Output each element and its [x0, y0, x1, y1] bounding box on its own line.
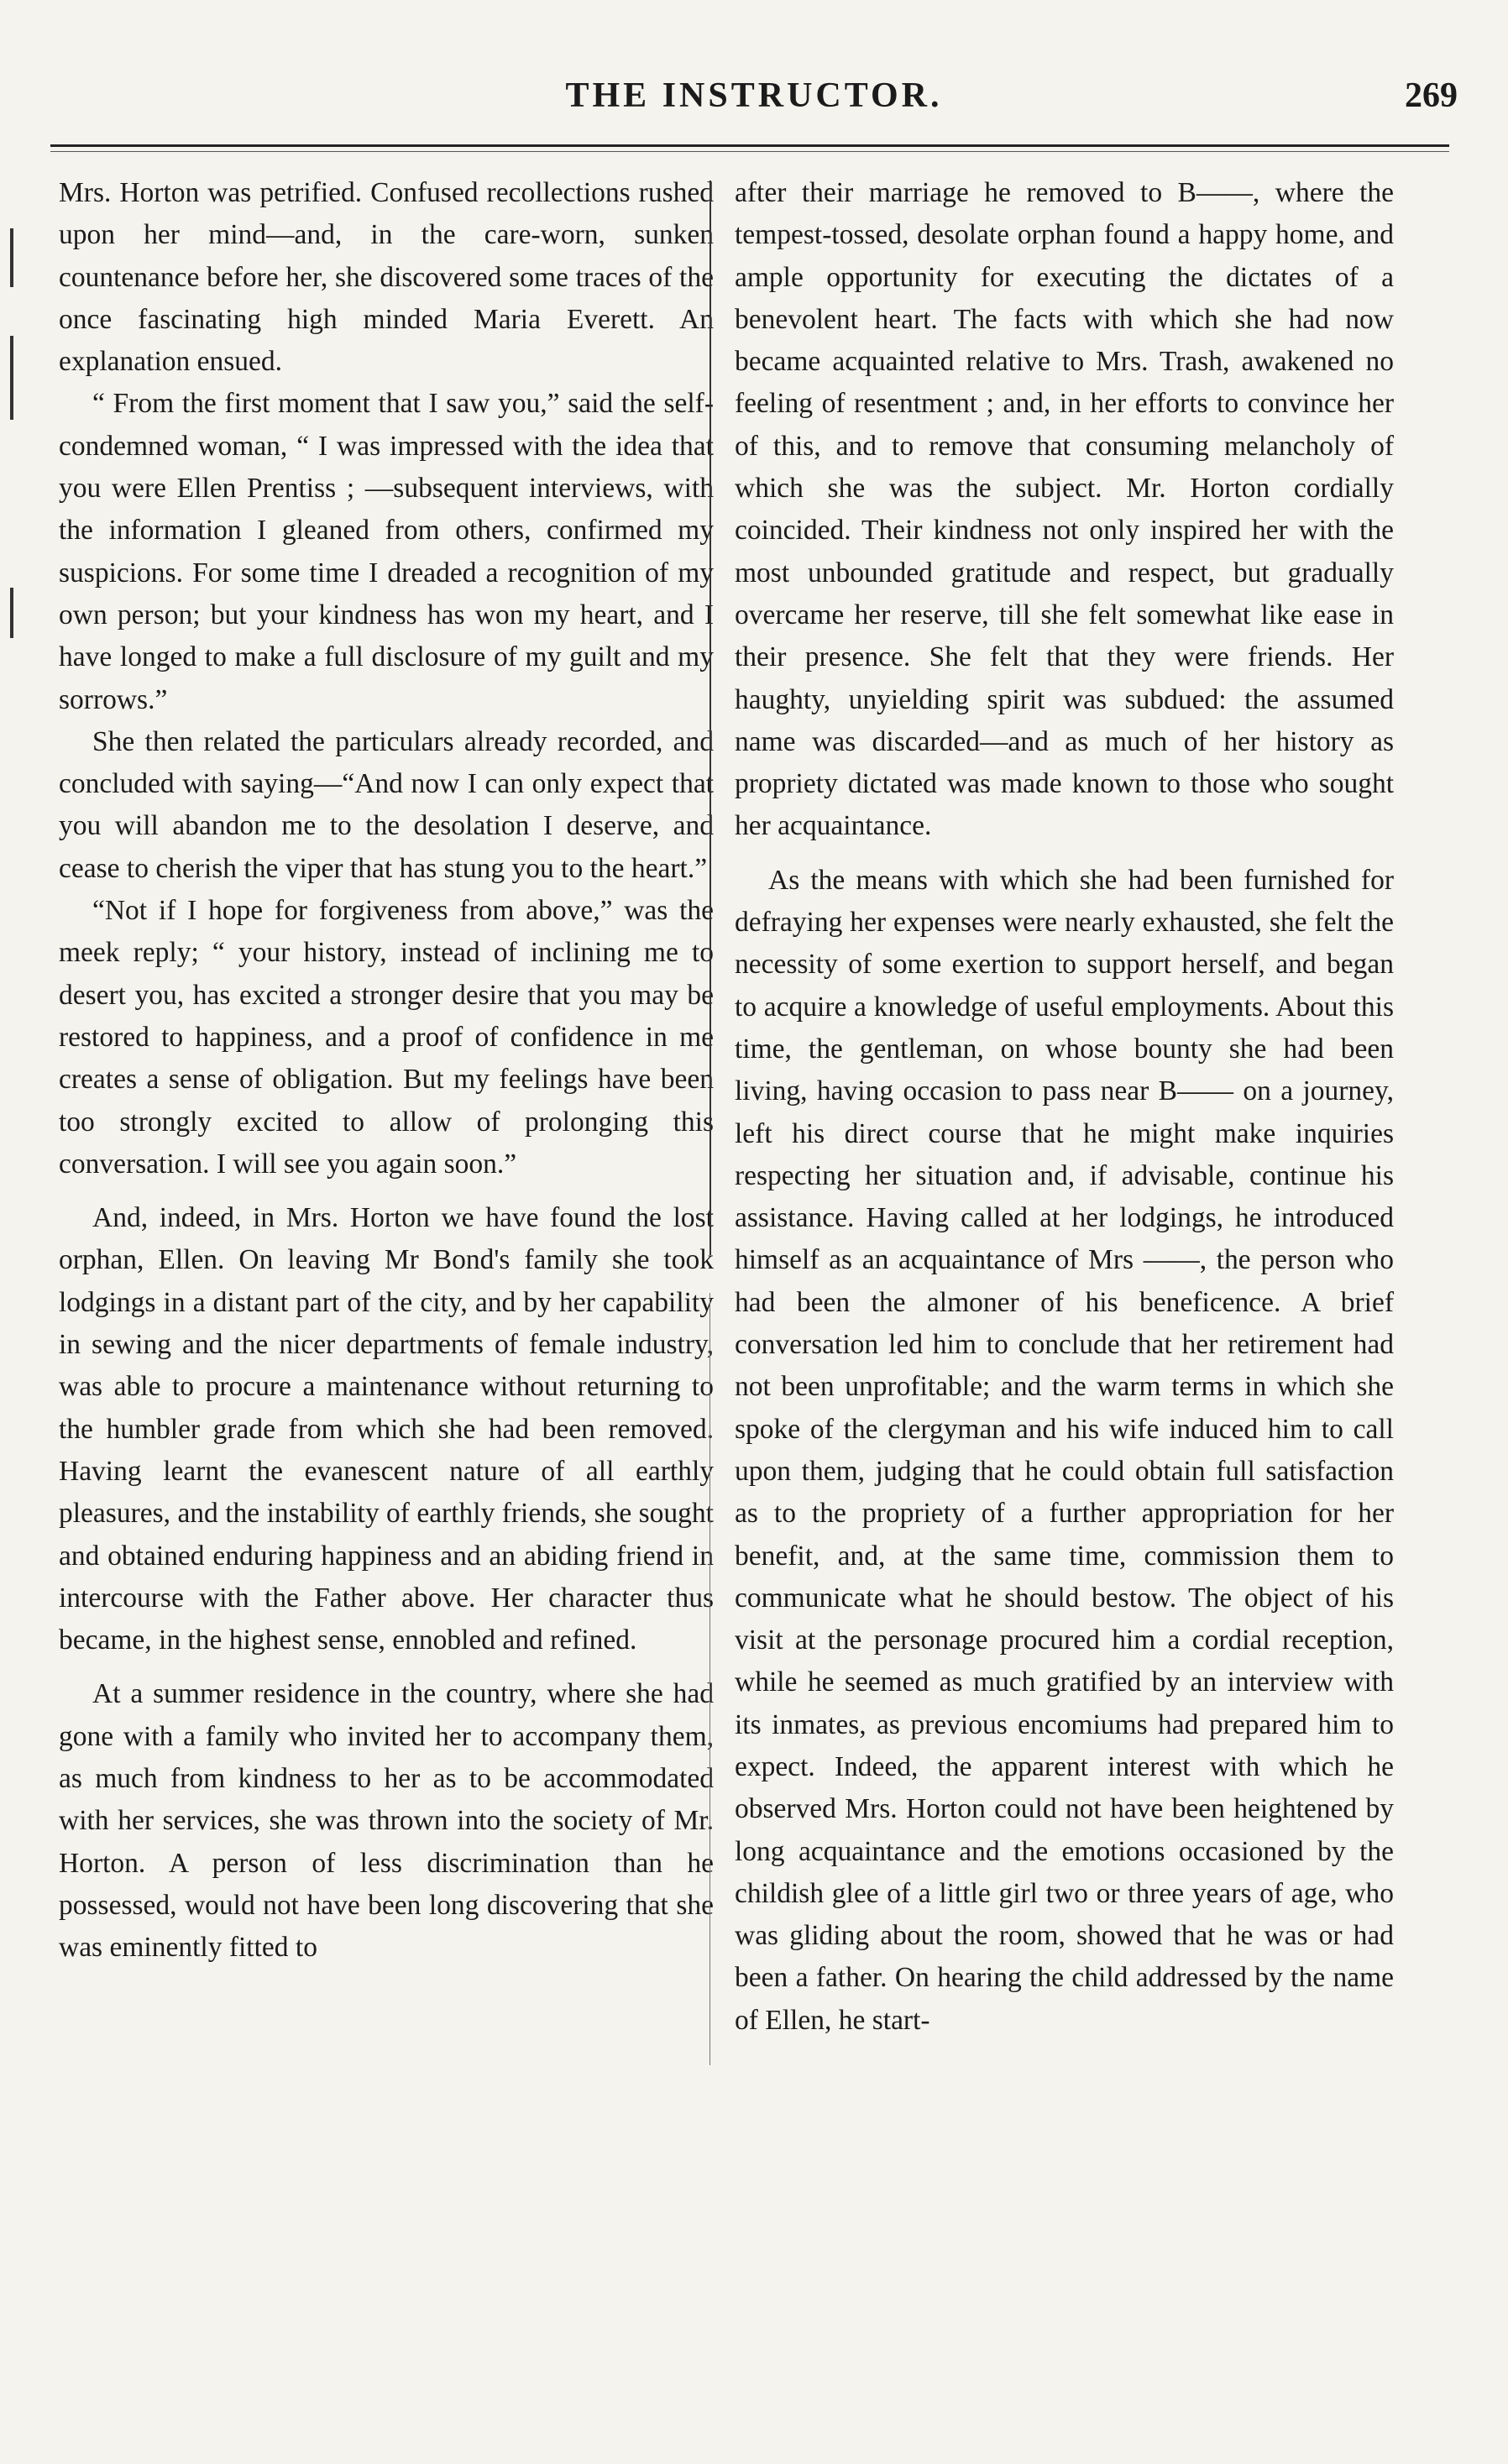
paragraph: “Not if I hope for forgiveness from above,” was the meek reply; “ your history, instead of inclining me to desert you, has excited a stronger desire that you may be restored to happiness, and a proof of confidence in me creates a sense of obligation. But my feelings have been too strongly excited to allow of prolonging this conversation. I will see you again soon.” [59, 895, 714, 1180]
header-rule [50, 144, 1449, 147]
margin-mark [10, 228, 13, 287]
running-title: THE INSTRUCTOR. [565, 76, 943, 115]
margin-mark [10, 588, 13, 638]
paragraph: “ From the first moment that I saw you,” said the self-condemned woman, “ I was impressed with the idea that you were Ellen Prentiss ; —subsequent interviews, with the information I gleaned from others, confirmed my suspicions. For some time I dreaded a recognition of my own person; but your kindness has won my heart, and I have longed to make a full disclosure of my guilt and my sorrows.” [59, 388, 714, 715]
paragraph: She then related the particulars already recorded, and concluded with saying—“And now I can only expect that you will abandon me to the desolation I deserve, and cease to cherish the viper that has stung you to the heart.” [59, 725, 714, 884]
paragraph: Mrs. Horton was petrified. Confused recollections rushed upon her mind—and, in the care-worn, sunken countenance before her, she discovered some traces of the once fascinating high minded Maria Everett. An explanation ensued. [59, 177, 714, 378]
page-header [50, 76, 1458, 126]
paragraph: And, indeed, in Mrs. Horton we have found the lost orphan, Ellen. On leaving Mr Bond's family she took lodgings in a distant part of the city, and by her capability in sewing and the nicer departments of female industry, was able to procure a maintenance without returning to the humbler grade from which she had been removed. Having learnt the evanescent nature of all earthly pleasures, and the instability of earthly friends, she sought and obtained enduring happiness and an abiding friend in intercourse with the Father above. Her character thus became, in the highest sense, ennobled and refined. [59, 1202, 714, 1656]
right-column [735, 172, 1394, 2042]
column-divider [709, 180, 711, 1255]
left-column [59, 172, 714, 1969]
paragraph: after their marriage he removed to B——, where the tempest-tossed, desolate orphan found a happy home, and ample opportunity for executing the dictates of a benevolent heart. The facts with which she had now became acquainted relative to Mrs. Trash, awakened no feeling of resentment ; and, in her efforts to convince her of this, and to remove that consuming melancholy of which she was the subject. Mr. Horton cordially coincided. Their kindness not only inspired her with the most unbounded gratitude and respect, but gradually overcame her reserve, till she felt somewhat like ease in their presence. She felt that they were friends. Her haughty, unyielding spirit was subdued: the assumed name was discarded—and as much of her history as propriety dictated was made known to those who sought her acquaintance. [735, 177, 1394, 842]
paragraph: At a summer residence in the country, where she had gone with a family who invited her to accompany them, as much from kindness to her as to be accommodated with her services, she was thrown into the society of Mr. Horton. A person of less discrimination than he possessed, would not have been long discovering that she was eminently fitted to [59, 1678, 714, 1964]
margin-mark [10, 336, 13, 420]
paragraph: As the means with which she had been furnished for defraying her expenses were nearly exhausted, she felt the necessity of some exertion to support herself, and began to acquire a knowledge of useful employments. About this time, the gentleman, on whose bounty she had been living, having occasion to pass near B—— on a journey, left his direct course that he might make inquiries respecting her situation and, if advisable, continue his assistance. Having called at her lodgings, he introduced himself as an acquaintance of Mrs ——, the person who had been the almoner of his beneficence. A brief conversation led him to conclude that her retirement had not been unprofitable; and the warm terms in which she spoke of the clergyman and his wife induced him to call upon them, judging that he could obtain full satisfaction as to the propriety of a further appropriation for her benefit, and, at the same time, commission them to communicate what he should bestow. The object of his visit at the personage procured him a cordial reception, while he seemed as much gratified by an interview with its inmates, as previous encomiums had prepared him to expect. Indeed, the apparent interest with which he observed Mrs. Horton could not have been heightened by long acquaintance and the emotions occasioned by the childish glee of a little girl two or three years of age, who was gliding about the room, showed that he was or had been a father. On hearing the child addressed by the name of Ellen, he start- [735, 864, 1394, 2036]
column-divider [709, 1293, 710, 2065]
page-number: 269 [1405, 76, 1458, 115]
